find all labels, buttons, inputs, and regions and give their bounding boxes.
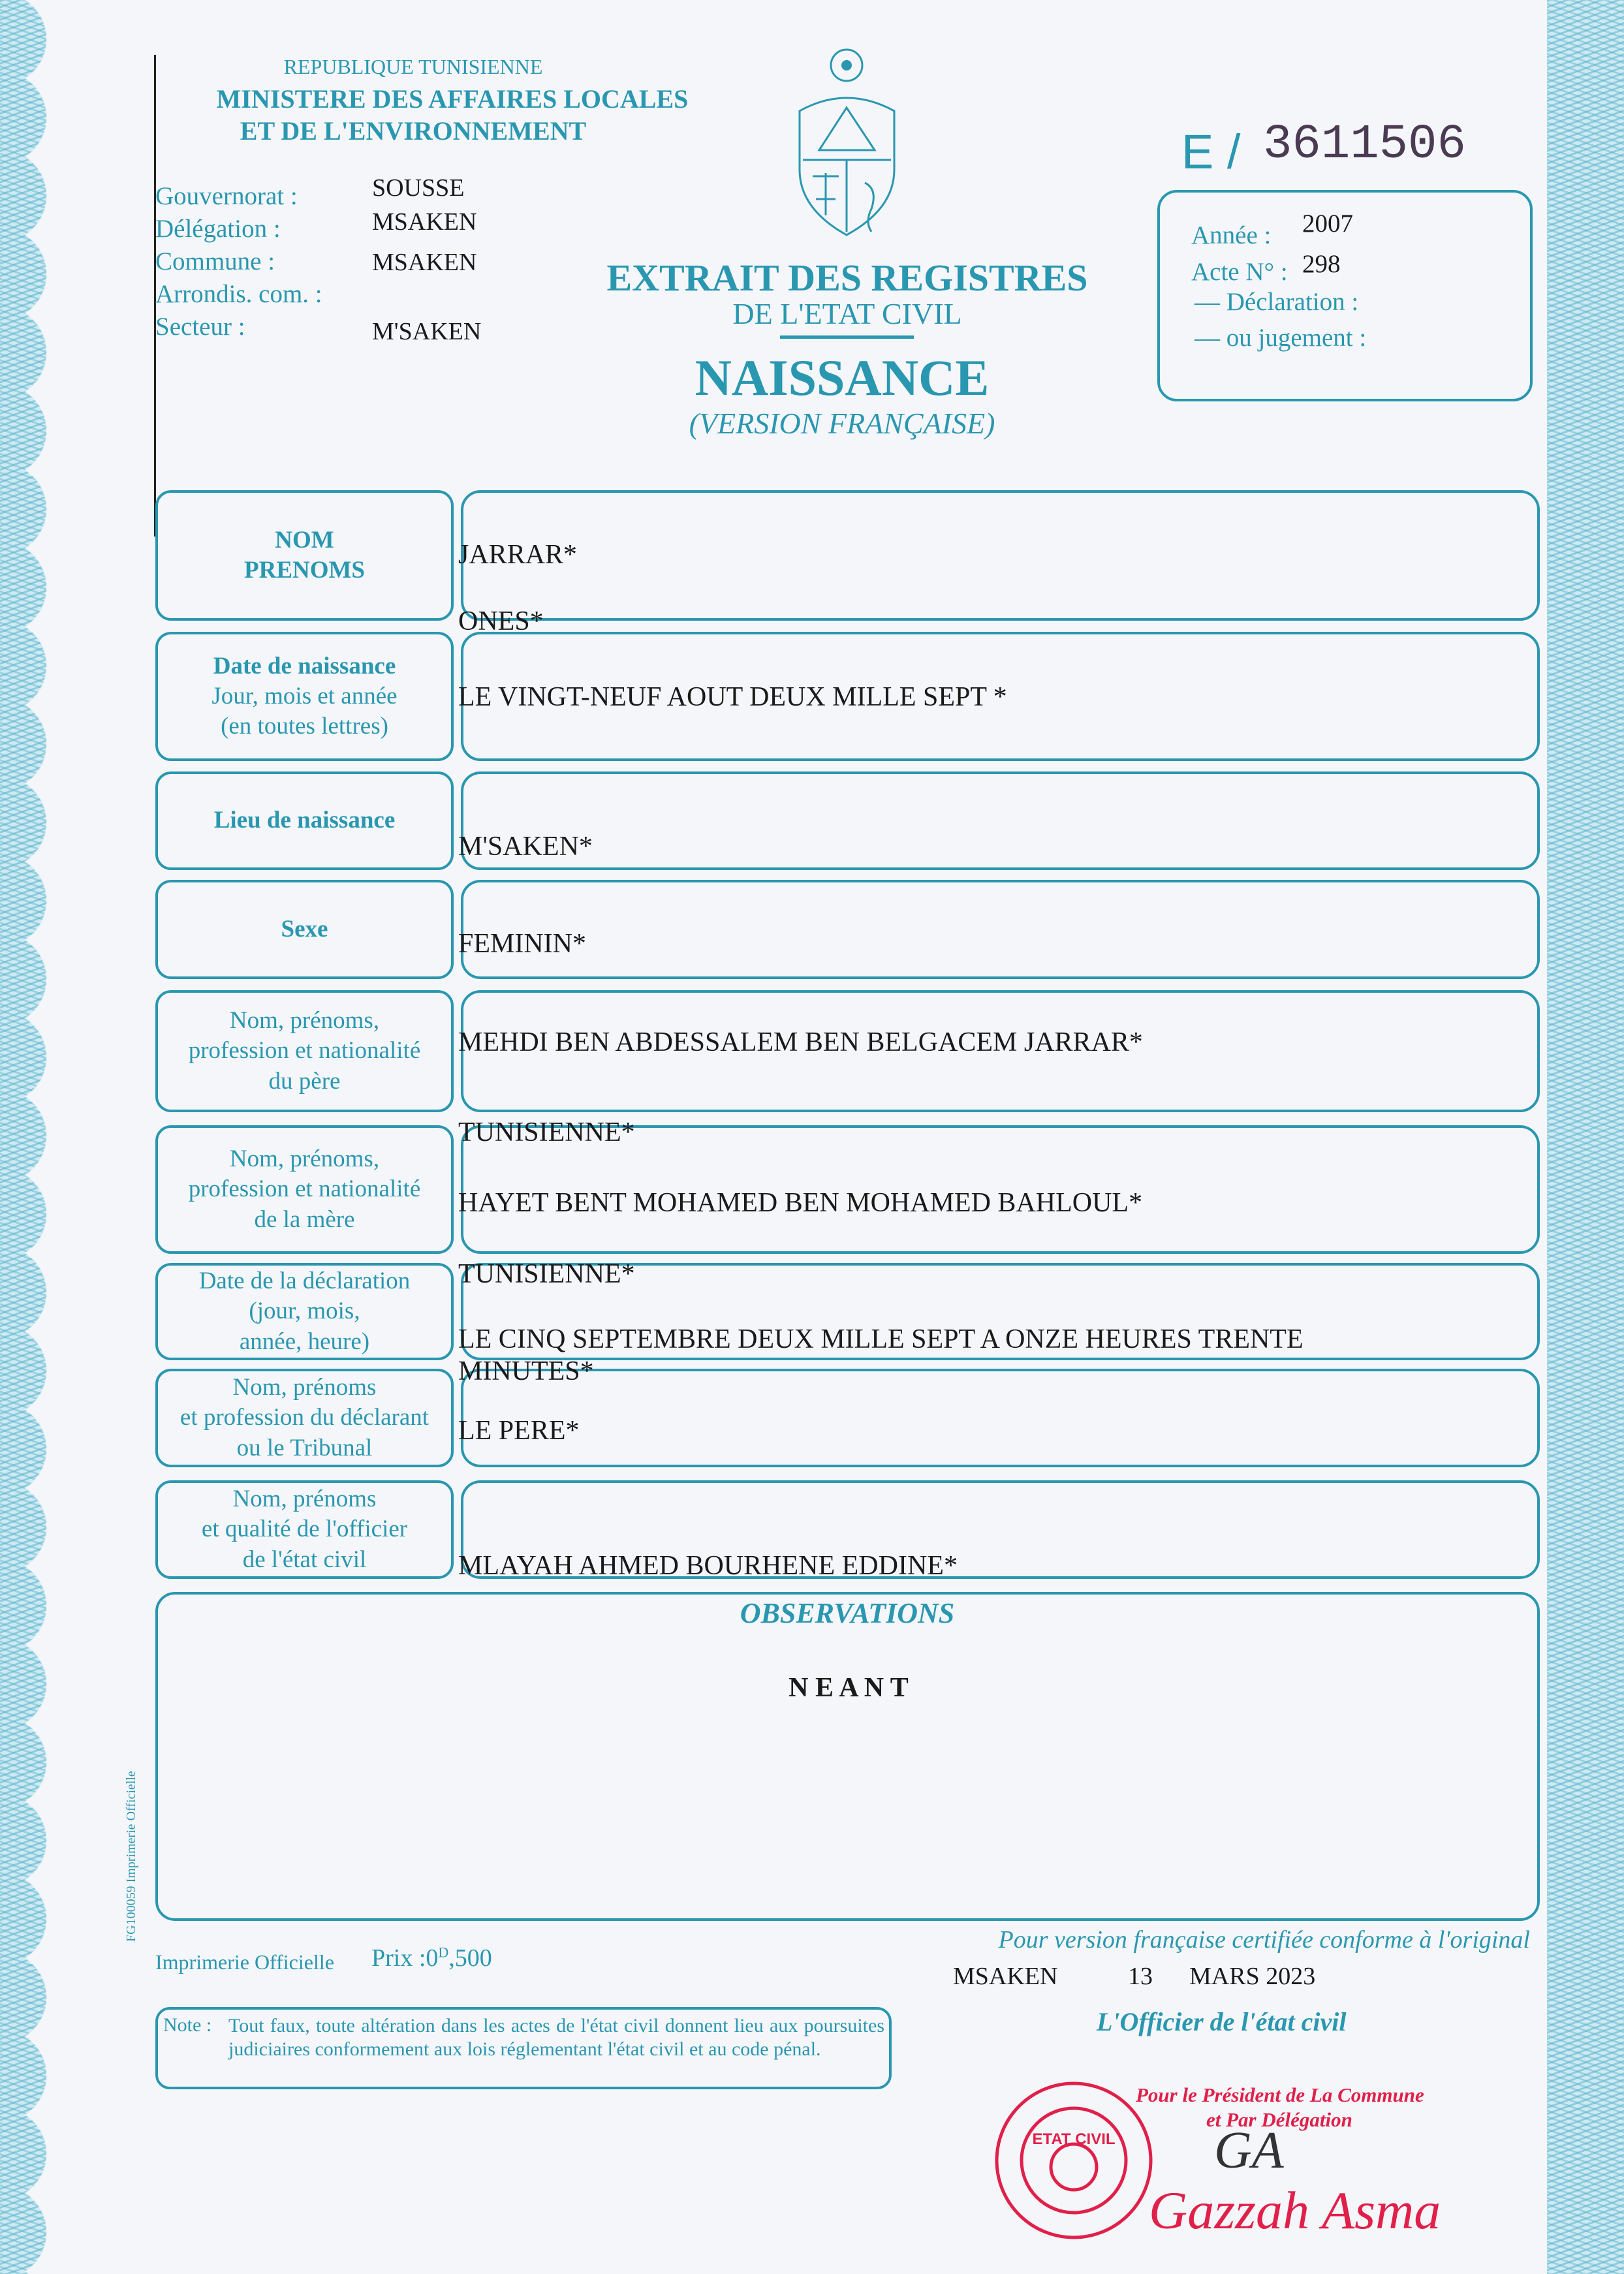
acte-label: Acte N° : — [1191, 258, 1288, 286]
row-value-box-lieu — [461, 771, 1540, 870]
value-pere-nationalite: TUNISIENNE* — [458, 1117, 635, 1147]
row-label-pere: Nom, prénoms, profession et nationalité du père — [155, 990, 454, 1112]
row-label-declarant: Nom, prénoms et profession du déclarant ou le Tribunal — [155, 1369, 454, 1467]
value-pere: MEHDI BEN ABDESSALEM BEN BELGACEM JARRAR* — [458, 1027, 1143, 1057]
tunisia-coat-of-arms-icon — [787, 46, 907, 238]
value-lieu: M'SAKEN* — [458, 832, 593, 862]
delegation-value: MSAKEN — [372, 208, 477, 236]
row-label-lieu: Lieu de naissance — [155, 771, 454, 870]
observations-value: N E A N T — [789, 1673, 909, 1703]
title-line-2: DE L'ETAT CIVIL — [732, 297, 962, 330]
place: MSAKEN — [953, 1963, 1058, 1990]
signatory-name: Gazzah Asma — [1149, 2181, 1441, 2240]
value-prenom: ONES* — [458, 606, 544, 636]
serial-prefix: E / — [1181, 125, 1241, 179]
gouvernorat-value: SOUSSE — [372, 174, 465, 202]
delegation-label: Délégation : — [155, 215, 281, 243]
republic-text: REPUBLIQUE TUNISIENNE — [283, 55, 543, 78]
left-guilloche-border — [0, 0, 60, 2274]
officer-title: L'Officier de l'état civil — [1097, 2007, 1347, 2036]
secteur-value: M'SAKEN — [372, 318, 482, 345]
title-version: (VERSION FRANÇAISE) — [689, 407, 995, 440]
row-label-date-naissance: Date de naissance Jour, mois et année (en toutes lettres) — [155, 632, 454, 761]
month-year: MARS 2023 — [1189, 1963, 1316, 1990]
jugement-label: — ou jugement : — [1195, 324, 1367, 352]
official-stamp-icon — [992, 2079, 1155, 2242]
row-label-declaration: Date de la déclaration (jour, mois, année, heure) — [155, 1263, 454, 1360]
title-line-1: EXTRAIT DES REGISTRES — [606, 257, 1088, 299]
row-value-box-declarant — [461, 1369, 1540, 1467]
value-mere: HAYET BENT MOHAMED BEN MOHAMED BAHLOUL* — [458, 1188, 1143, 1218]
value-declaration: LE CINQ SEPTEMBRE DEUX MILLE SEPT A ONZE HEURES TRENTE — [458, 1324, 1304, 1354]
price: Prix $:0^D,500$ — [371, 1944, 492, 1972]
delegation-line-2: et Par Délégation — [1206, 2108, 1352, 2131]
arrondissement-label: Arrondis. com. : — [155, 280, 322, 308]
row-value-box-nom — [461, 490, 1540, 621]
serial-number: 3611506 — [1263, 117, 1466, 172]
ministry-line-1: MINISTERE DES AFFAIRES LOCALES — [216, 84, 689, 114]
observations-title: OBSERVATIONS — [740, 1597, 955, 1629]
commune-label: Commune : — [155, 247, 275, 275]
stamp-inner-text: ETAT CIVIL — [1032, 2130, 1116, 2148]
day: 13 — [1128, 1963, 1153, 1990]
note-label: Note : — [163, 2014, 212, 2036]
title-naissance: NAISSANCE — [695, 349, 990, 406]
value-sexe: FEMININ* — [458, 929, 586, 959]
declaration-label: — Déclaration : — [1195, 288, 1359, 316]
delegation-line-1: Pour le Président de La Commune — [1136, 2083, 1424, 2106]
commune-value: MSAKEN — [372, 249, 477, 276]
gouvernorat-label: Gouvernorat : — [155, 182, 298, 210]
value-officier: MLAYAH AHMED BOURHENE EDDINE* — [458, 1551, 958, 1581]
value-mere-nationalite: TUNISIENNE* — [458, 1259, 635, 1289]
annee-label: Année : — [1191, 221, 1272, 249]
side-print-code: FG100059 Imprimerie Officielle — [124, 1771, 138, 1942]
row-value-box-sexe — [461, 880, 1540, 979]
printer-label: Imprimerie Officielle — [155, 1950, 334, 1974]
right-guilloche-border — [1547, 0, 1624, 2274]
row-label-officier: Nom, prénoms et qualité de l'officier de l'état civil — [155, 1480, 454, 1579]
ministry-line-2: ET DE L'ENVIRONNEMENT — [240, 116, 587, 146]
secteur-label: Secteur : — [155, 313, 245, 341]
value-nom: JARRAR* — [458, 540, 578, 570]
acte-value: 298 — [1302, 250, 1341, 278]
certified-text: Pour version française certifiée conforme à l'original — [998, 1926, 1530, 1954]
value-declaration-cont: MINUTES* — [458, 1356, 594, 1386]
handwritten-signature: GA — [1214, 2122, 1284, 2179]
row-label-sexe: Sexe — [155, 880, 454, 979]
value-declarant: LE PERE* — [458, 1416, 580, 1446]
value-date-naissance: LE VINGT-NEUF AOUT DEUX MILLE SEPT * — [458, 682, 1007, 712]
observations-box — [155, 1592, 1540, 1921]
note-text: Tout faux, toute altération dans les actes de l'état civil donnent lieu aux poursuites judiciaires conformement aux lois réglementant l'état civil et au code pénal. — [228, 2015, 884, 2060]
row-label-mere: Nom, prénoms, profession et nationalité de la mère — [155, 1125, 454, 1254]
title-divider — [780, 335, 914, 339]
annee-value: 2007 — [1302, 210, 1353, 238]
row-label-nom: NOM PRENOMS — [155, 490, 454, 621]
